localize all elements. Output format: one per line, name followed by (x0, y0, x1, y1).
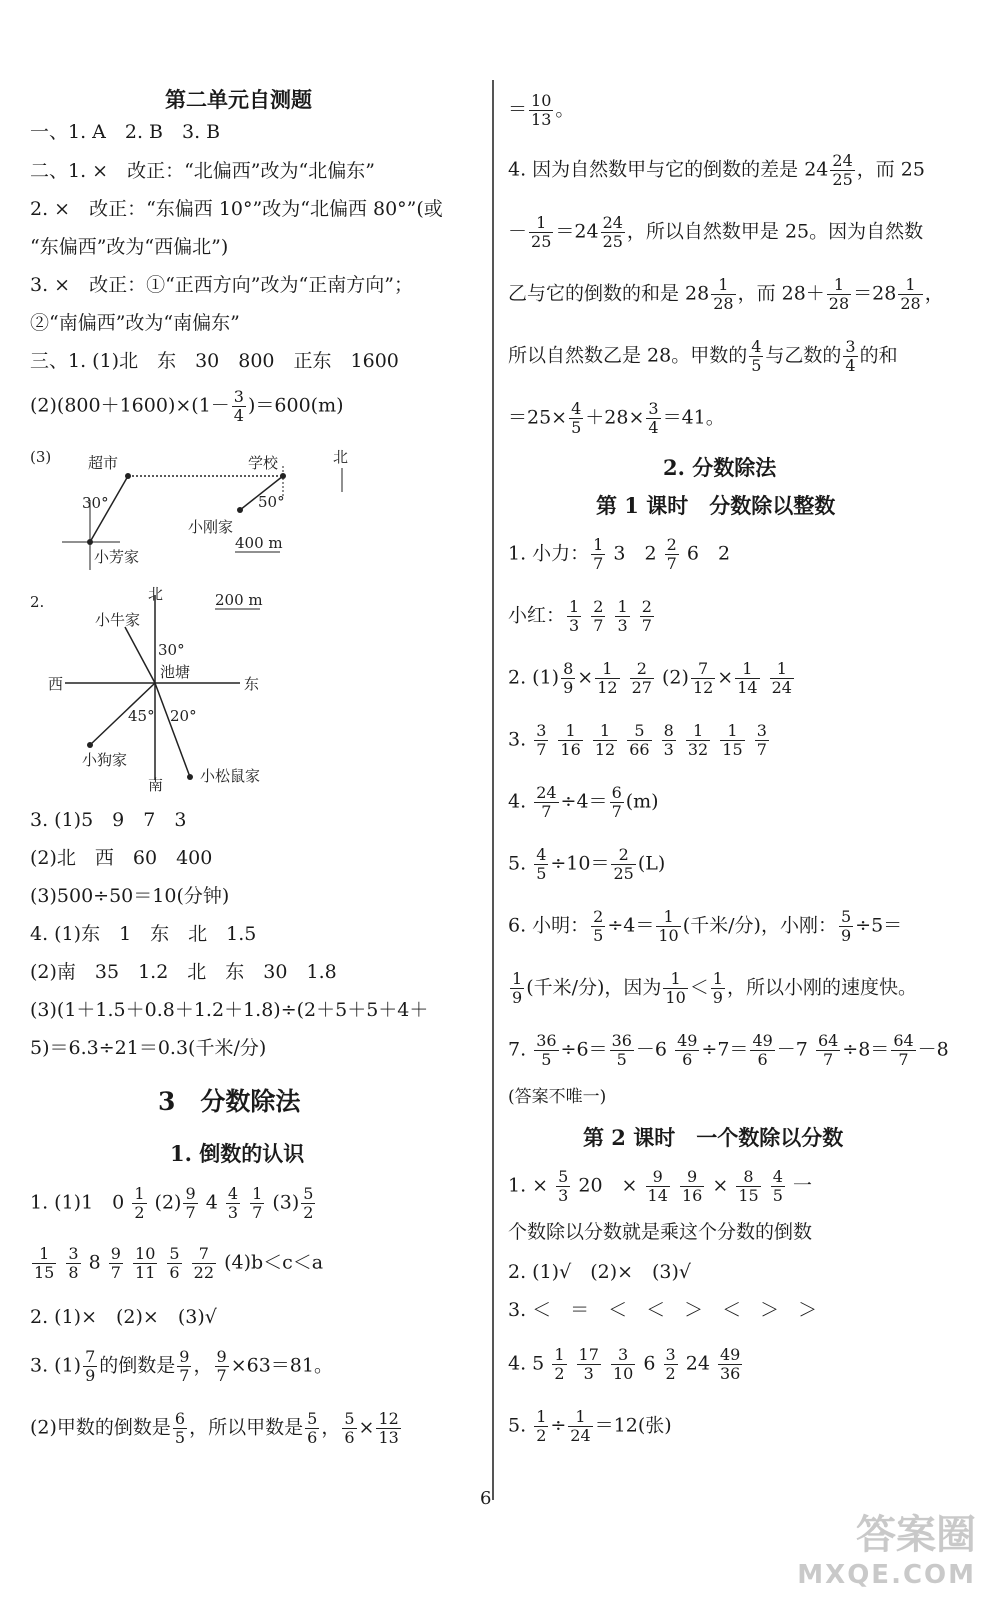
svg-text:超市: 超市 (88, 454, 119, 472)
answer-line: 个数除以分数就是乘这个分数的倒数 (508, 1221, 813, 1243)
answer-line: 二、1. × 改正：“北偏西”改为“北偏东” (30, 160, 375, 182)
svg-text:20°: 20° (170, 707, 197, 725)
svg-text:(3): (3) (30, 448, 52, 466)
answer-line: 3. (1) $\frac{7}{9}$ 的倒数是 $\frac{9}{7}$ ， $\frac{9}{7}$ ×63＝81。 (30, 1347, 333, 1385)
answer-line: 1. × $\frac{5}{3}$ 20 × $\frac{9}{14}$ $\frac{9}{16}$ × $\frac{8}{15}$ $\frac{4}{5}$ 一 (508, 1167, 812, 1205)
answer-line: (2)甲数的倒数是 $\frac{6}{5}$ ，所以甲数是 $\frac{5}{6}$ ， $\frac{5}{6}$ × $\frac{12}{13}$ (30, 1409, 399, 1447)
answer-line: 4. $\frac{24}{7}$ ÷4＝ $\frac{6}{7}$ (m) (508, 783, 659, 821)
answer-line: 1. (1)1 0 $\frac{1}{2}$ (2) $\frac{9}{7}$ 4 $\frac{4}{3}$ $\frac{1}{7}$ (3) $\frac{5}{2}$ (30, 1184, 314, 1222)
answer-line: 三、1. (1)北 东 30 800 正东 1600 (30, 350, 399, 372)
answer-line: 3. × 改正：①“正西方向”改为“正南方向”； (30, 274, 413, 296)
compass-figure (30, 585, 360, 795)
section-heading: 3 分数除法 (158, 1087, 301, 1116)
lesson-heading: 第 1 课时 分数除以整数 (596, 493, 836, 518)
svg-text:小牛家: 小牛家 (95, 611, 141, 629)
lesson-heading: 第 2 课时 一个数除以分数 (583, 1125, 844, 1150)
answer-line: “东偏西”改为“西偏北”) (30, 236, 229, 258)
answer-line: 1. 小力： $\frac{1}{7}$ 3 2 $\frac{2}{7}$ 6 2 (508, 535, 731, 573)
answer-line: 2. × 改正：“东偏西 10°”改为“北偏西 80°”(或 (30, 198, 443, 220)
answer-line: ＝25× $\frac{4}{5}$ ＋28× $\frac{3}{4}$ ＝41。 (508, 399, 725, 437)
answer-line: 4. 因为自然数甲与它的倒数的差是 24 $\frac{24}{25}$ ，而 25 (508, 151, 925, 189)
answer-line: 2. (1)√ (2)× (3)√ (508, 1261, 692, 1283)
answer-line: $\frac{1}{15}$ $\frac{3}{8}$ 8 $\frac{9}{7}$ $\frac{10}{11}$ $\frac{5}{6}$ $\frac{7}{22}$ (4)b＜c＜a (34, 1244, 324, 1282)
svg-text:30°: 30° (82, 494, 109, 512)
answer-line: 5. $\frac{4}{5}$ ÷10＝ $\frac{2}{25}$ (L) (508, 845, 666, 883)
svg-text:50°: 50° (258, 493, 285, 511)
svg-text:45°: 45° (128, 707, 155, 725)
answer-line: 7. $\frac{36}{5}$ ÷6＝ $\frac{36}{5}$ －6 $\frac{49}{6}$ ÷7＝ $\frac{49}{6}$ －7 $\frac{64}{7}$ ÷8＝ $\frac{64}{7}$ －8 (508, 1031, 949, 1069)
answer-line: ②“南偏西”改为“南偏东” (30, 312, 240, 334)
answer-line: 3. (1)5 9 7 3 (30, 809, 187, 831)
answer-line: (3)(1＋1.5＋0.8＋1.2＋1.8)÷(2＋5＋5＋4＋ (30, 999, 429, 1021)
page-number: 6 (480, 1488, 492, 1509)
answer-line: 小红： $\frac{1}{3}$ $\frac{2}{7}$ $\frac{1}{3}$ $\frac{2}{7}$ (508, 597, 652, 635)
watermark: 答案圈 MXQE.COM (797, 1512, 976, 1590)
svg-text:30°: 30° (158, 641, 185, 659)
svg-text:小松鼠家: 小松鼠家 (200, 767, 261, 785)
subsection-heading: 2. 分数除法 (663, 455, 777, 480)
svg-text:学校: 学校 (248, 454, 279, 472)
svg-text:东: 东 (244, 675, 260, 693)
answer-line: (2)南 35 1.2 北 东 30 1.8 (30, 961, 337, 983)
answer-line: 2. (1) $\frac{8}{9}$ × $\frac{1}{12}$ $\frac{2}{27}$ (2) $\frac{7}{12}$ × $\frac{1}{14}$ $\frac{1}{24}$ (508, 659, 792, 697)
answer-line: 6. 小明： $\frac{2}{5}$ ÷4＝ $\frac{1}{10}$ (千米/分)，小刚： $\frac{5}{9}$ ÷5＝ (508, 907, 903, 945)
svg-text:池塘: 池塘 (160, 663, 191, 681)
column-divider (492, 80, 494, 1500)
answer-line: (2)(800＋1600)×(1－ $\frac{3}{4}$ )＝600(m) (30, 387, 344, 425)
answer-line: 5)＝6.3÷21＝0.3(千米/分) (30, 1037, 267, 1059)
svg-text:北: 北 (148, 585, 164, 603)
answer-line: $\frac{1}{9}$ (千米/分)，因为 $\frac{1}{10}$ ＜ $\frac{1}{9}$ ，所以小刚的速度快。 (512, 969, 917, 1007)
answer-note: (答案不唯一) (508, 1087, 607, 1107)
answer-line: 3. ＜ ＝ ＜ ＜ ＞ ＜ ＞ ＞ (508, 1299, 818, 1321)
answer-line: ＝ $\frac{10}{13}$ 。 (508, 91, 575, 129)
answer-line: (2)北 西 60 400 (30, 847, 213, 869)
answer-line: (3)500÷50＝10(分钟) (30, 885, 230, 907)
answer-line: 一、1. A 2. B 3. B (30, 121, 221, 143)
svg-text:400 m: 400 m (235, 534, 283, 552)
svg-text:小刚家: 小刚家 (188, 518, 234, 536)
answer-line: 乙与它的倒数的和是 28 $\frac{1}{28}$ ，而 28＋ $\frac{1}{28}$ ＝28 $\frac{1}{28}$ ， (508, 275, 944, 313)
answer-line: 3. $\frac{3}{7}$ $\frac{1}{16}$ $\frac{1}{12}$ $\frac{5}{66}$ $\frac{8}{3}$ $\frac{1}{32}$ $\frac{1}{15}$ $\frac{3}{7}$ (508, 721, 767, 759)
svg-text:2.: 2. (30, 593, 45, 611)
svg-text:200 m: 200 m (215, 591, 263, 609)
svg-text:北: 北 (333, 448, 349, 466)
answer-line: 4. 5 $\frac{1}{2}$ $\frac{17}{3}$ $\frac{3}{10}$ 6 $\frac{3}{2}$ 24 $\frac{49}{36}$ (508, 1345, 741, 1383)
answer-line: － $\frac{1}{25}$ ＝24 $\frac{24}{25}$ ，所以自然数甲是 25。因为自然数 (508, 213, 924, 251)
svg-text:小狗家: 小狗家 (82, 751, 128, 769)
answer-line: 5. $\frac{1}{2}$ ÷ $\frac{1}{24}$ ＝12(张) (508, 1407, 672, 1445)
svg-text:南: 南 (148, 776, 164, 794)
route-map-figure (30, 440, 360, 575)
answer-line: 2. (1)× (2)× (3)√ (30, 1306, 217, 1328)
subsection-heading: 1. 倒数的认识 (170, 1141, 305, 1166)
svg-text:小芳家: 小芳家 (94, 548, 140, 566)
svg-text:西: 西 (48, 675, 64, 693)
unit-test-title: 第二单元自测题 (165, 87, 312, 112)
answer-line: 所以自然数乙是 28。甲数的 $\frac{4}{5}$ 与乙数的 $\frac{3}{4}$ 的和 (508, 337, 898, 375)
answer-line: 4. (1)东 1 东 北 1.5 (30, 923, 257, 945)
